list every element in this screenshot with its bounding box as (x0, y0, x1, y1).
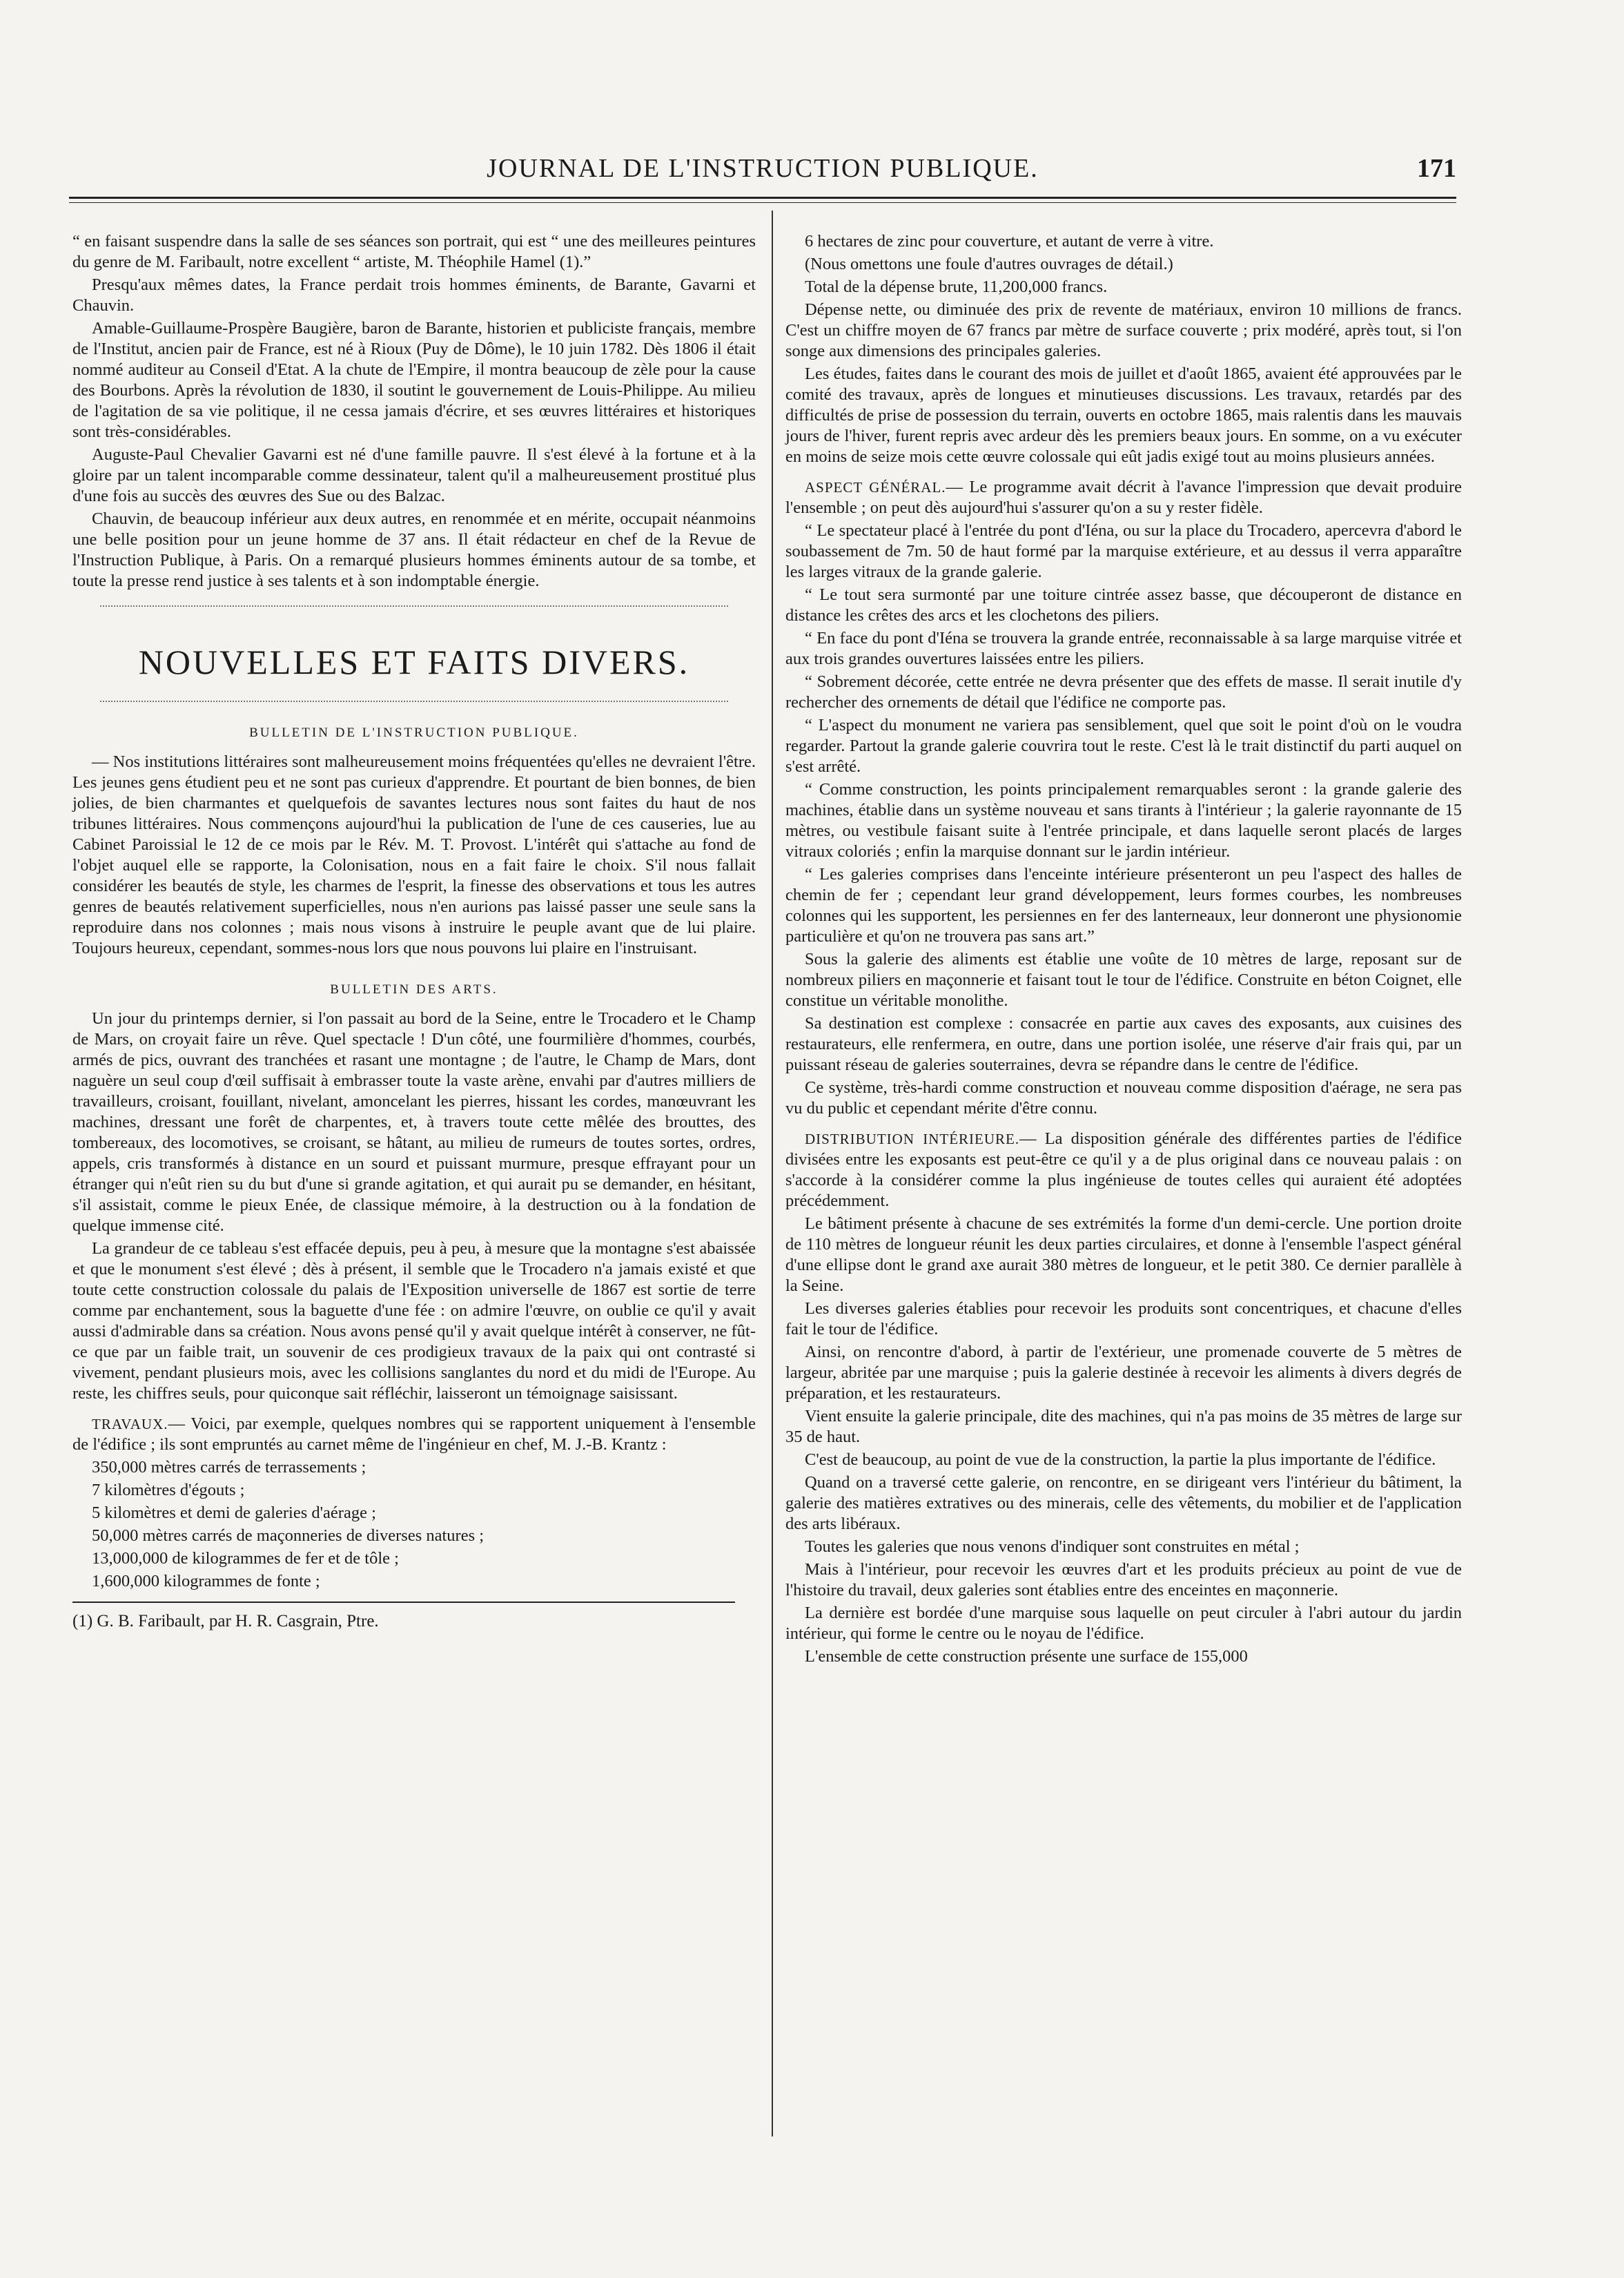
left-column (72, 231, 756, 1634)
paragraph: Les études, faites dans le courant des mois de juillet et d'août 1865, avaient été approuvées par le comité des travaux, après de longues et minutieuses discussions. Les travaux, retardés par des difficultés de prise de possession du terrain, ouverts en octobre 1865, mais ralentis dans les mauvais jours de l'hiver, furent repris avec ardeur dès les premiers beaux jours. En somme, on a vu exécuter en moins de seize mois cette œuvre colossale qui eût jadis exigé tout au moins plusieurs années. (785, 364, 1462, 466)
paragraph: Sa destination est complexe : consacrée en partie aux caves des exposants, aux cuisines des restaurateurs, elle renfermera, en outre, dans une portion isolée, une réserve d'air frais qui, par un puissant réseau de galeries souterraines, devra se répandre dans le centre de l'édifice. (785, 1014, 1462, 1074)
quote-paragraph: “ Le tout sera surmonté par une toiture cintrée assez basse, que découperont de distance en distance les crêtes des arcs et les clochetons des piliers. (785, 585, 1462, 625)
paragraph: Les diverses galeries établies pour recevoir les produits sont concentriques, et chacune d'elles fait le tour de l'édifice. (785, 1299, 1462, 1338)
paragraph: Dépense nette, ou diminuée des prix de revente de matériaux, environ 10 millions de francs. C'est un chiffre moyen de 67 francs par mètre de surface couverte ; prix modéré, après tout, si l'on songe aux dimensions des principales galeries. (785, 300, 1462, 360)
paragraph: L'ensemble de cette construction présente une surface de 155,000 (805, 1647, 1248, 1666)
footnote: (1) G. B. Faribault, par H. R. Casgrain, Ptre. (72, 1612, 379, 1630)
list-item: 1,600,000 kilogrammes de fonte ; (92, 1572, 320, 1590)
paragraph: C'est de beaucoup, au point de vue de la construction, la partie la plus importante de l'édifice. (805, 1450, 1436, 1469)
quote-paragraph: “ Comme construction, les points principalement remarquables seront : la grande galerie des machines, établie dans un système nouveau et sans tirants à l'intérieur ; la galerie rayonnante de 15 mètres, ou vestibule faisant suite à l'entrée principale, et dans laquelle seront placés de larges vitraux coloriés ; enfin la marquise donnant sur le jardin intérieur. (785, 780, 1462, 861)
footnote-rule (72, 1602, 735, 1603)
distribution-text: — La disposition générale des différentes parties de l'édifice divisées entre les exposants est peut-être ce qu'il y a de plus original dans ce nouveau palais : on s'accorde à la considérer comme la plus ingénieuse de toutes celles qui auraient été adoptées précédemment. (785, 1129, 1462, 1210)
column-divider (772, 211, 773, 2136)
section-separator (100, 701, 728, 702)
bulletin-instruction-heading: BULLETIN DE L'INSTRUCTION PUBLIQUE. (249, 726, 579, 740)
travaux-text: — Voici, par exemple, quelques nombres qui se rapportent uniquement à l'ensemble de l'édifice ; ils sont empruntés au carnet même de l'ingénieur en chef, M. J.-B. Krantz : (72, 1414, 756, 1454)
list-item: 5 kilomètres et demi de galeries d'aérage ; (92, 1503, 376, 1522)
header-rule (69, 197, 1456, 203)
section-separator (100, 605, 728, 607)
distribution-paragraph (785, 1129, 1462, 1211)
travaux-label: TRAVAUX. (92, 1416, 168, 1432)
aspect-label: ASPECT GÉNÉRAL. (805, 479, 946, 496)
section-title: NOUVELLES ET FAITS DIVERS. (138, 643, 690, 681)
bulletin-arts-heading: BULLETIN DES ARTS. (330, 982, 498, 997)
quote-paragraph: “ Sobrement décorée, cette entrée ne devra présenter que des effets de masse. Il serait inutile d'y rechercher des ornements de détail que l'édifice ne comporte pas. (785, 672, 1462, 712)
running-head (69, 153, 1456, 188)
paragraph: Vient ensuite la galerie principale, dite des machines, qui n'a pas moins de 35 mètres de large sur 35 de haut. (785, 1407, 1462, 1446)
list-item: 350,000 mètres carrés de terrassements ; (92, 1458, 366, 1477)
paragraph: Chauvin, de beaucoup inférieur aux deux autres, en renommée et en mérite, occupait néanmoins une belle position pour un jeune homme de 37 ans. Il était rédacteur en chef de la Revue de l'Instruction Publique, à Paris. On a remarqué plusieurs hommes éminents autour de sa tombe, et toute la presse rend justice à ses talents et à son indomptable énergie. (72, 509, 756, 590)
aspect-paragraph (785, 477, 1462, 518)
paragraph: Auguste-Paul Chevalier Gavarni est né d'une famille pauvre. Il s'est élevé à la fortune et à la gloire par un talent incomparable comme dessinateur, talent qu'il a malheureusement prostitué plus d'une fois au succès des œuvres des Sue ou des Balzac. (72, 445, 756, 505)
paragraph: Amable-Guillaume-Prospère Baugière, baron de Barante, historien et publiciste français, membre de l'Institut, ancien pair de France, est né à Rioux (Puy de Dôme), le 10 juin 1782. Dès 1806 il était nommé auditeur au Conseil d'Etat. A la chute de l'Empire, il montra beaucoup de zèle pour la cause des Bourbons. Après la révolution de 1830, il soutint le gouvernement de Louis-Philippe. Au milieu de l'agitation de sa vie politique, il ne cessa jamais d'écrire, et ses œuvres littéraires et historiques sont très-considérables. (72, 319, 756, 441)
page-number: 171 (1417, 154, 1456, 183)
journal-title: JOURNAL DE L'INSTRUCTION PUBLIQUE. (487, 154, 1039, 183)
paragraph: Mais à l'intérieur, pour recevoir les œuvres d'art et les produits précieux au point de vue de l'histoire du travail, deux galeries sont établies entre des enceintes en maçonnerie. (785, 1560, 1462, 1599)
paragraph: Presqu'aux mêmes dates, la France perdait trois hommes éminents, de Barante, Gavarni et Chauvin. (72, 275, 756, 315)
right-column (785, 231, 1462, 1669)
travaux-paragraph (72, 1414, 756, 1455)
quote-paragraph: “ L'aspect du monument ne variera pas sensiblement, quel que soit le point d'où on le voudra regarder. Partout la grande galerie couvrira tout le reste. C'est là le trait distinctif du parti auquel on s'est arrêté. (785, 716, 1462, 776)
paragraph: Quand on a traversé cette galerie, on rencontre, en se dirigeant vers l'intérieur du bâtiment, la galerie des matières extratives ou des minerais, celle des vêtements, du mobilier et de l'application des arts libéraux. (785, 1473, 1462, 1533)
list-item: 50,000 mètres carrés de maçonneries de diverses natures ; (92, 1526, 485, 1545)
paragraph: Ainsi, on rencontre d'abord, à partir de l'extérieur, une promenade couverte de 5 mètres de largeur, abritée par une marquise ; puis la galerie destinée à recevoir les aliments à divers degrés de préparation, et les restaurateurs. (785, 1343, 1462, 1403)
paragraph: Ce système, très-hardi comme construction et nouveau comme disposition d'aérage, ne sera pas vu du public et cependant mérite d'être connu. (785, 1078, 1462, 1118)
aspect-text: — Le programme avait décrit à l'avance l'impression que devait produire l'ensemble ; on peut dès aujourd'hui s'assurer qu'on a su y rester fidèle. (785, 478, 1462, 517)
list-item: 7 kilomètres d'égouts ; (92, 1481, 245, 1499)
paragraph: “ en faisant suspendre dans la salle de ses séances son portrait, qui est “ une des meilleures peintures du genre de M. Faribault, notre excellent “ artiste, M. Théophile Hamel (1).” (72, 232, 756, 271)
paragraph: 6 hectares de zinc pour couverture, et autant de verre à vitre. (805, 232, 1214, 251)
paragraph: (Nous omettons une foule d'autres ouvrages de détail.) (805, 255, 1173, 273)
paragraph: Toutes les galeries que nous venons d'indiquer sont construites en métal ; (805, 1537, 1300, 1556)
quote-paragraph: “ Les galeries comprises dans l'enceinte intérieure présenteront un peu l'aspect des halles de chemin de fer ; cependant leur grand développement, leurs formes courbes, les nombreuses colonnes qui les supportent, les persiennes en fer des lanterneaux, leur donneront une physionomie particulière et qu'on ne trouvera pas sans art.” (785, 865, 1462, 946)
paragraph: — Nos institutions littéraires sont malheureusement moins fréquentées qu'elles ne devraient l'être. Les jeunes gens étudient peu et ne sont pas curieux d'apprendre. Et pourtant de bien bonnes, de bien jolies, de bien charmantes et quelquefois de savantes lectures nous sont faites du haut de nos tribunes littéraires. Nous commençons aujourd'hui la publication de l'une de ces causeries, lue au Cabinet Paroissial le 12 de ce mois par le Rév. M. T. Provost. L'intérêt qui s'attache au fond de l'objet auquel elle se rapporte, la Colonisation, nous en a fait faire le choix. S'il nous fallait considérer les beautés de style, les charmes de l'esprit, la finesse des observations et tous les autres genres de beautés relativement superficielles, nous n'en aurions pas laissé passer une seule sans la reproduire dans nos colonnes ; mais nous visons à instruire le peuple avant que de lui plaire. Toujours heureux, cependant, sommes-nous lors que nous pouvons lui plaire en l'instruisant. (72, 752, 756, 957)
paragraph: Total de la dépense brute, 11,200,000 francs. (805, 278, 1108, 296)
paragraph: Sous la galerie des aliments est établie une voûte de 10 mètres de large, reposant sur de nombreux piliers en maçonnerie et faisant tout le tour de l'édifice. Construite en béton Coignet, elle constitue un véritable monolithe. (785, 950, 1462, 1010)
paragraph: Un jour du printemps dernier, si l'on passait au bord de la Seine, entre le Trocadero et le Champ de Mars, on croyait faire un rêve. Quel spectacle ! D'un côté, une fourmilière d'hommes, courbés, armés de pics, ouvrant des tranchées et rasant une montagne ; de l'autre, le Champ de Mars, dont naguère un seul coup d'œil suffisait à embrasser toute la vaste arène, envahi par d'autres milliers de travailleurs, croisant, fouillant, nivelant, amoncelant les pierres, hissant les cordes, manœuvrant les machines, dressant une forêt de charpentes, et, à travers toute cette mêlée des brouttes, des tombereaux, des locomotives, se croisant, se hâtant, au milieu de rumeurs de toutes sortes, ordres, appels, cris transformés à distance en un sourd et puissant murmure, presque effrayant pour un étranger qui n'eût rien su du but d'une si grande agitation, et qui aurait pu se demander, en hésitant, s'il assistait, comme le pieux Enée, de classique mémoire, à la destruction ou à la fondation de quelque immense cité. (72, 1009, 756, 1235)
quote-paragraph: “ Le spectateur placé à l'entrée du pont d'Iéna, ou sur la place du Trocadero, apercevra d'abord le soubassement de 7m. 50 de haut formé par la marquise extérieure, et au dessus il verra apparaître les larges vitraux de la grande galerie. (785, 521, 1462, 581)
distribution-label: DISTRIBUTION INTÉRIEURE. (805, 1131, 1020, 1147)
paragraph: La dernière est bordée d'une marquise sous laquelle on peut circuler à l'abri autour du jardin intérieur, qui forme le centre ou le noyau de l'édifice. (785, 1604, 1462, 1643)
paragraph: Le bâtiment présente à chacune de ses extrémités la forme d'un demi-cercle. Une portion droite de 110 mètres de longueur réunit les deux parties circulaires, et donne à l'ensemble l'aspect général d'une ellipse dont le grand axe aurait 380 mètres de longueur, et le petit 380. Ce dernier parallèle à la Seine. (785, 1214, 1462, 1295)
list-item: 13,000,000 de kilogrammes de fer et de tôle ; (92, 1549, 399, 1568)
paragraph: La grandeur de ce tableau s'est effacée depuis, peu à peu, à mesure que la montagne s'est abaissée et que le monument s'est élevé ; dès à présent, il semble que le Trocadero n'a jamais existé et que toute cette construction colossale du palais de l'Exposition universelle de 1867 est sortie de terre comme par enchantement, sous la baguette d'une fée : on admire l'œuvre, on oublie ce qu'il y avait aussi d'admirable dans sa création. Nous avons pensé qu'il y avait quelque intérêt à conserver, ne fût-ce que par un faible trait, un souvenir de ces prodigieux travaux de la paix qui ont contrasté si vivement, pendant plusieurs mois, avec les collisions sanglantes du nord et du midi de l'Europe. Au reste, les chiffres seuls, pour quiconque sait réfléchir, laisseront un témoignage saisissant. (72, 1239, 756, 1403)
quote-paragraph: “ En face du pont d'Iéna se trouvera la grande entrée, reconnaissable à sa large marquise vitrée et aux trois grandes ouvertures laissées entre les piliers. (785, 629, 1462, 668)
